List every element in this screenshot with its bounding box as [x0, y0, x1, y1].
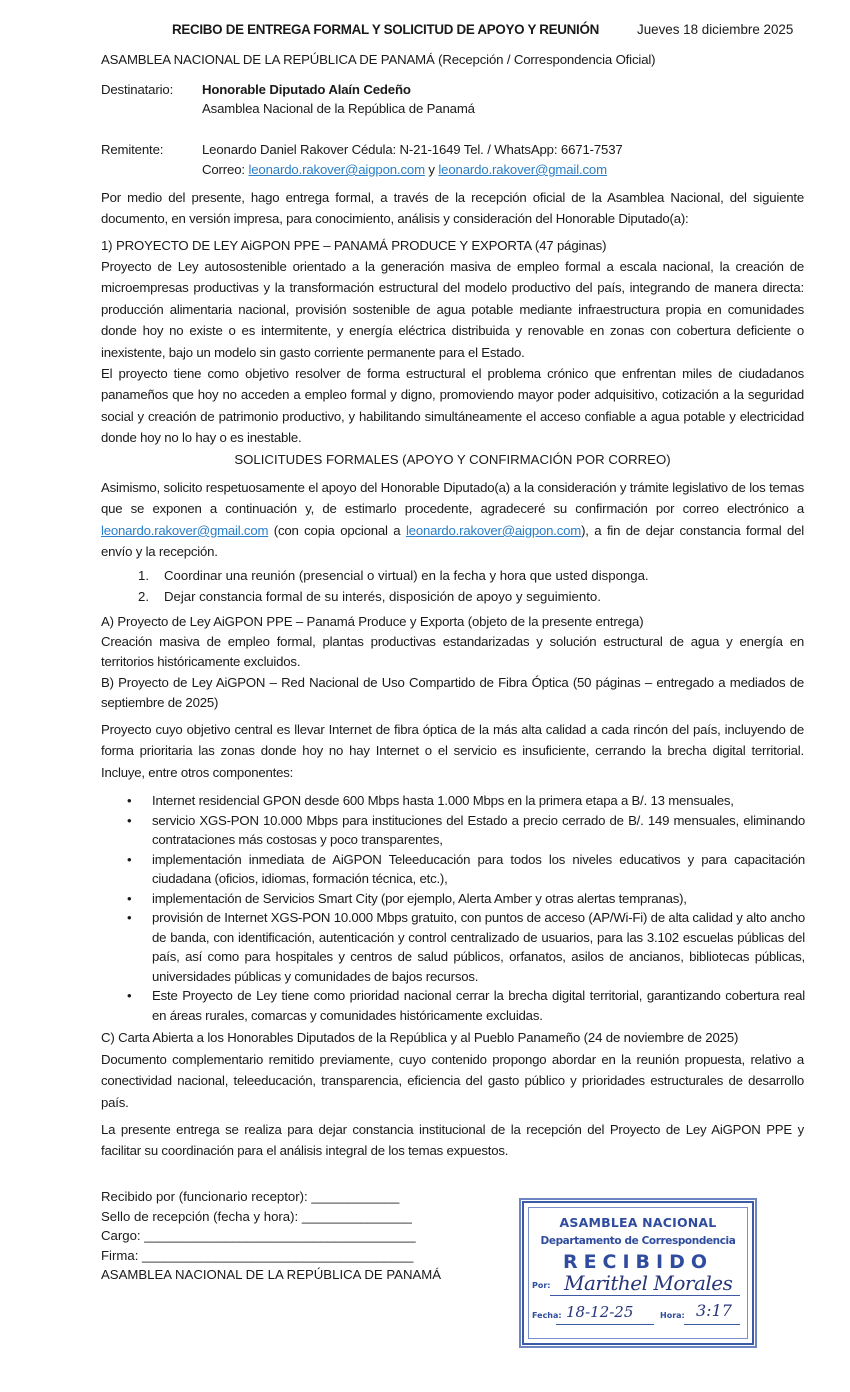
stamp-por-handwritten: Marithel Morales — [564, 1271, 733, 1295]
stamp-hora-handwritten: 3:17 — [696, 1301, 732, 1320]
bullet-icon: • — [127, 793, 132, 808]
list-item: 2. Dejar constancia formal de su interés, disposición de apoyo y seguimiento. — [138, 589, 601, 604]
requests-text-3: ), a fin de dejar constancia formal del envío y la recepción. — [101, 522, 805, 560]
email-prefix: Correo: — [202, 162, 249, 177]
stamp-date-field: Sello de recepción (fecha y hora): _______________ — [101, 1208, 412, 1224]
sender-label: Remitente: — [101, 142, 164, 157]
project1-objective: El proyecto tiene como objetivo resolver de forma estructural el problema crónico que enfrentan miles de ciudadanos panameños que hoy no acceden a empleo formal y digno, promoviendo mayor poder adquisitivo, cotización a la seguridad social y creación de patrimonio productivo, y habilitando simultáneamente el acceso confiable a agua potable y electricidad donde hoy no lo hay o es inestable. — [101, 366, 804, 446]
bullet-icon: • — [127, 988, 132, 1003]
project1-body: Proyecto de Ley autosostenible orientado a la generación masiva de empleo formal a escala nacional, la creación de microempresas productivas y la transformación estructural del modelo productivo del país, integrando de manera directa: producción alimentaria nacional, provisión sostenible de agua potable mediante infraestructura propia en comunidades donde hoy no existe o es intermitente, y energía eléctrica distribuida y renovable en zonas con cobertura deficiente o inexistente, bajo un modelo sin gasto corriente permanente para el Estado. — [101, 259, 804, 360]
position-field: Cargo: _____________________________________ — [101, 1228, 416, 1243]
document-title: RECIBO DE ENTREGA FORMAL Y SOLICITUD DE APOYO Y REUNIÓN — [172, 22, 599, 37]
sender-emails — [202, 160, 607, 180]
requests-text-1: Asimismo, solicito respetuosamente el apoyo del Honorable Diputado(a) a la consideración y trámite legislativo de los temas que se exponen a continuación y, de estimarlo procedente, agradeceré su confirmación por correo electrónico a — [101, 480, 804, 517]
section-b-heading: B) Proyecto de Ley AiGPON – Red Nacional de Uso Compartido de Fibra Óptica (50 páginas – entregado a mediados de septiembre de 2025) — [101, 675, 804, 710]
email-copy-link[interactable]: leonardo.rakover@aigpon.com — [405, 522, 582, 538]
document-date: Jueves 18 diciembre 2025 — [637, 22, 794, 37]
stamp-fecha-line — [556, 1324, 654, 1325]
bullet-icon: • — [127, 851, 132, 867]
email-primary-link[interactable]: leonardo.rakover@gmail.com — [101, 522, 269, 538]
email-join: y — [424, 162, 439, 177]
sender-email-gmail-link[interactable]: leonardo.rakover@gmail.com — [438, 162, 607, 177]
stamp-hora-label: Hora: — [660, 1311, 685, 1320]
stamp-received: RECIBIDO — [562, 1251, 714, 1273]
stamp-institution: ASAMBLEA NACIONAL — [559, 1215, 717, 1230]
institution-line: ASAMBLEA NACIONAL DE LA REPÚBLICA DE PANAMÁ (Recepción / Correspondencia Oficial) — [101, 52, 656, 67]
bullet-icon: • — [127, 812, 132, 828]
bullet-icon: • — [127, 890, 132, 906]
list-item: 1. Coordinar una reunión (presencial o virtual) en la fecha y hora que usted disponga. — [138, 568, 649, 583]
signature-block — [101, 1187, 441, 1285]
stamp-por-label: Por: — [532, 1281, 551, 1290]
bullet-item: • implementación inmediata de AiGPON Teleeducación para todos los niveles educativos y para capacitación ciudadana (oficios, idiomas, formación técnica, etc.), — [127, 851, 805, 886]
bullet-icon: • — [127, 910, 132, 925]
section-a-heading: A) Proyecto de Ley AiGPON PPE – Panamá Produce y Exporta (objeto de la presente entrega) — [101, 614, 644, 629]
bullet-item: • provisión de Internet XGS-PON 10.000 Mbps gratuito, con puntos de acceso (AP/Wi-Fi) de alta calidad y alto ancho de banda, con identificación, autenticación y control centralizado de usuarios, para las 3.102 escuelas públicas del país, así como para hospitales y centros de salud públicos, orfanatos, asilos de ancianos, bibliotecas públicas, universidades públicas y comunidades de bajos recursos. — [127, 910, 805, 984]
intro-paragraph: Por medio del presente, hago entrega formal, a través de la recepción oficial de la Asamblea Nacional, del siguiente documento, en versión impresa, para conocimiento, análisis y consideración del Honorable Diputado(a): — [101, 190, 804, 227]
section-c-body: Documento complementario remitido previamente, cuyo contenido propongo abordar en la reunión propuesta, relativo a conectividad nacional, teleeducación, transparencia, eficiencia del gasto público y prioridades estructurales de desarrollo país. — [101, 1052, 804, 1110]
signature-institution: ASAMBLEA NACIONAL DE LA REPÚBLICA DE PANAMÁ — [101, 1267, 442, 1282]
section-b-bullets — [127, 791, 805, 1025]
requests-text-2: (con copia opcional a — [268, 522, 406, 538]
received-by-field: Recibido por (funcionario receptor): ____________ — [101, 1189, 400, 1204]
requests-heading: SOLICITUDES FORMALES (APOYO Y CONFIRMACIÓN POR CORREO) — [234, 452, 671, 467]
sender-email-aigpon-link[interactable]: leonardo.rakover@aigpon.com — [248, 162, 425, 177]
project1-heading: 1) PROYECTO DE LEY AiGPON PPE – PANAMÁ PRODUCE Y EXPORTA (47 páginas) — [101, 238, 607, 253]
bullet-item: • Este Proyecto de Ley tiene como prioridad nacional cerrar la brecha digital territorial, garantizando cobertura real en áreas rurales, comarcas y comunidades históricamente excluidas. — [127, 988, 805, 1023]
stamp-por-line — [550, 1295, 740, 1296]
requests-paragraph — [101, 477, 804, 563]
signature-field: Firma: _____________________________________ — [101, 1247, 414, 1263]
section-a-body: Creación masiva de empleo formal, plantas productivas estandarizadas y solución estructural de agua y energía en territorios históricamente excluidos. — [101, 634, 804, 669]
closing-paragraph: La presente entrega se realiza para dejar constancia institucional de la recepción del Proyecto de Ley AiGPON PPE y facilitar su coordinación para el análisis integral de los temas expuestos. — [101, 1122, 804, 1159]
sender-details: Leonardo Daniel Rakover Cédula: N-21-1649 Tel. / WhatsApp: 6671-7537 — [202, 142, 623, 157]
bullet-item: • Internet residencial GPON desde 600 Mbps hasta 1.000 Mbps en la primera etapa a B/. 13 mensuales, — [127, 791, 805, 811]
stamp-department: Departamento de Correspondencia — [540, 1235, 736, 1247]
recipient-org: Asamblea Nacional de la República de Panamá — [202, 101, 475, 116]
stamp-fecha-handwritten: 18-12-25 — [566, 1303, 634, 1321]
stamp-hora-line — [684, 1324, 740, 1325]
reception-stamp — [522, 1201, 754, 1345]
recipient-label: Destinatario: — [101, 82, 174, 97]
section-c-heading: C) Carta Abierta a los Honorables Diputados de la República y al Pueblo Panameño (24 de noviembre de 2025) — [101, 1030, 739, 1045]
section-b-body: Proyecto cuyo objetivo central es llevar Internet de fibra óptica de la más alta calidad a cada rincón del país, incluyendo de forma prioritaria las zonas donde hoy no hay Internet o el servicio es insuficiente, cerrando la brecha digital territorial. Incluye, entre otros componentes: — [101, 722, 804, 780]
stamp-fecha-label: Fecha: — [532, 1311, 562, 1320]
requests-numbered-list — [138, 565, 649, 607]
bullet-item: • implementación de Servicios Smart City (por ejemplo, Alerta Amber y otras alertas tempranas), — [127, 889, 805, 909]
recipient-name: Honorable Diputado Alaín Cedeño — [202, 82, 411, 97]
bullet-item: • servicio XGS-PON 10.000 Mbps para instituciones del Estado a precio cerrado de B/. 149 mensuales, eliminando contrataciones más costosas y poco transparentes, — [127, 812, 805, 847]
